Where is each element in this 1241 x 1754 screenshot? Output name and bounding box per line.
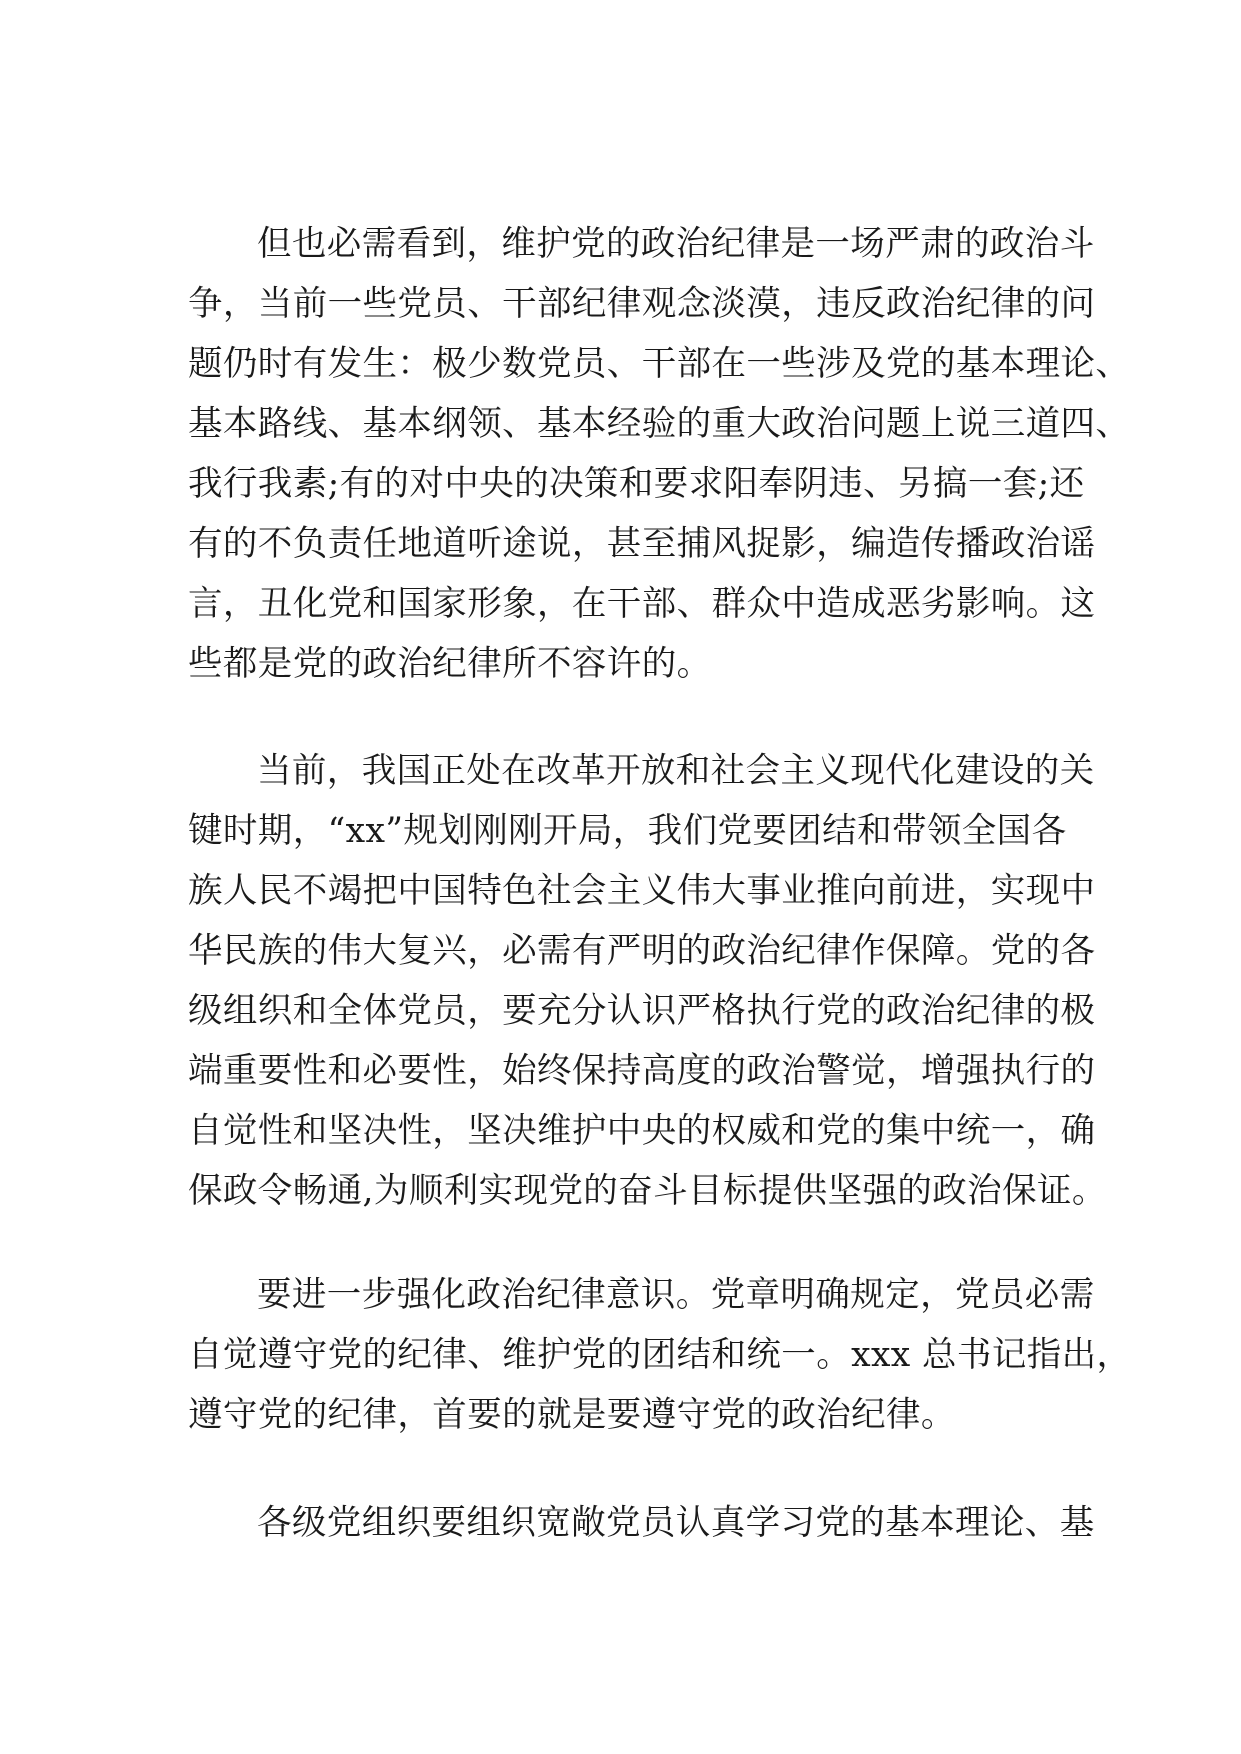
text-line: 要进一步强化政治纪律意识。党章明确规定，党员必需 <box>257 1275 1095 1315</box>
text-line: 些都是党的政治纪律所不容许的。 <box>188 644 712 684</box>
text-line: 自觉性和坚决性，坚决维护中央的权威和党的集中统一，确 <box>188 1111 1096 1151</box>
text-line: 当前，我国正处在改革开放和社会主义现代化建设的关 <box>257 751 1095 791</box>
paragraph-current-period <box>188 741 1107 1221</box>
text-line: 级组织和全体党员，要充分认识严格执行党的政治纪律的极 <box>188 991 1096 1031</box>
text-line: 自觉遵守党的纪律、维护党的团结和统一。xxx 总书记指出， <box>188 1335 1132 1375</box>
text-line: 端重要性和必要性，始终保持高度的政治警觉，增强执行的 <box>188 1051 1096 1091</box>
text-line: 我行我素;有的对中央的决策和要求阳奉阴违、另搞一套;还 <box>188 464 1085 504</box>
text-line: 键时期，“xx”规划刚刚开局，我们党要团结和带领全国各 <box>188 811 1067 851</box>
text-line: 华民族的伟大复兴，必需有严明的政治纪律作保障。党的各 <box>188 931 1096 971</box>
text-line: 争，当前一些党员、干部纪律观念淡漠，违反政治纪律的问 <box>188 284 1096 324</box>
paragraph-political-discipline-problems <box>188 214 1130 694</box>
paragraph-strengthen-awareness <box>188 1265 1131 1445</box>
text-line: 保政令畅通,为顺利实现党的奋斗目标提供坚强的政治保证。 <box>188 1171 1107 1211</box>
text-line: 各级党组织要组织宽敞党员认真学习党的基本理论、基 <box>257 1503 1095 1543</box>
text-line: 题仍时有发生：极少数党员、干部在一些涉及党的基本理论、 <box>188 344 1131 384</box>
text-line: 言，丑化党和国家形象，在干部、群众中造成恶劣影响。这 <box>188 584 1096 624</box>
text-line: 有的不负责任地道听途说，甚至捕风捉影，编造传播政治谣 <box>188 524 1096 564</box>
text-line: 但也必需看到，维护党的政治纪律是一场严肃的政治斗 <box>257 224 1095 264</box>
text-line: 基本路线、基本纲领、基本经验的重大政治问题上说三道四、 <box>188 404 1131 444</box>
text-line: 遵守党的纪律，首要的就是要遵守党的政治纪律。 <box>188 1395 956 1435</box>
text-line: 族人民不竭把中国特色社会主义伟大事业推向前进，实现中 <box>188 871 1096 911</box>
paragraph-party-study <box>188 1493 1095 1553</box>
